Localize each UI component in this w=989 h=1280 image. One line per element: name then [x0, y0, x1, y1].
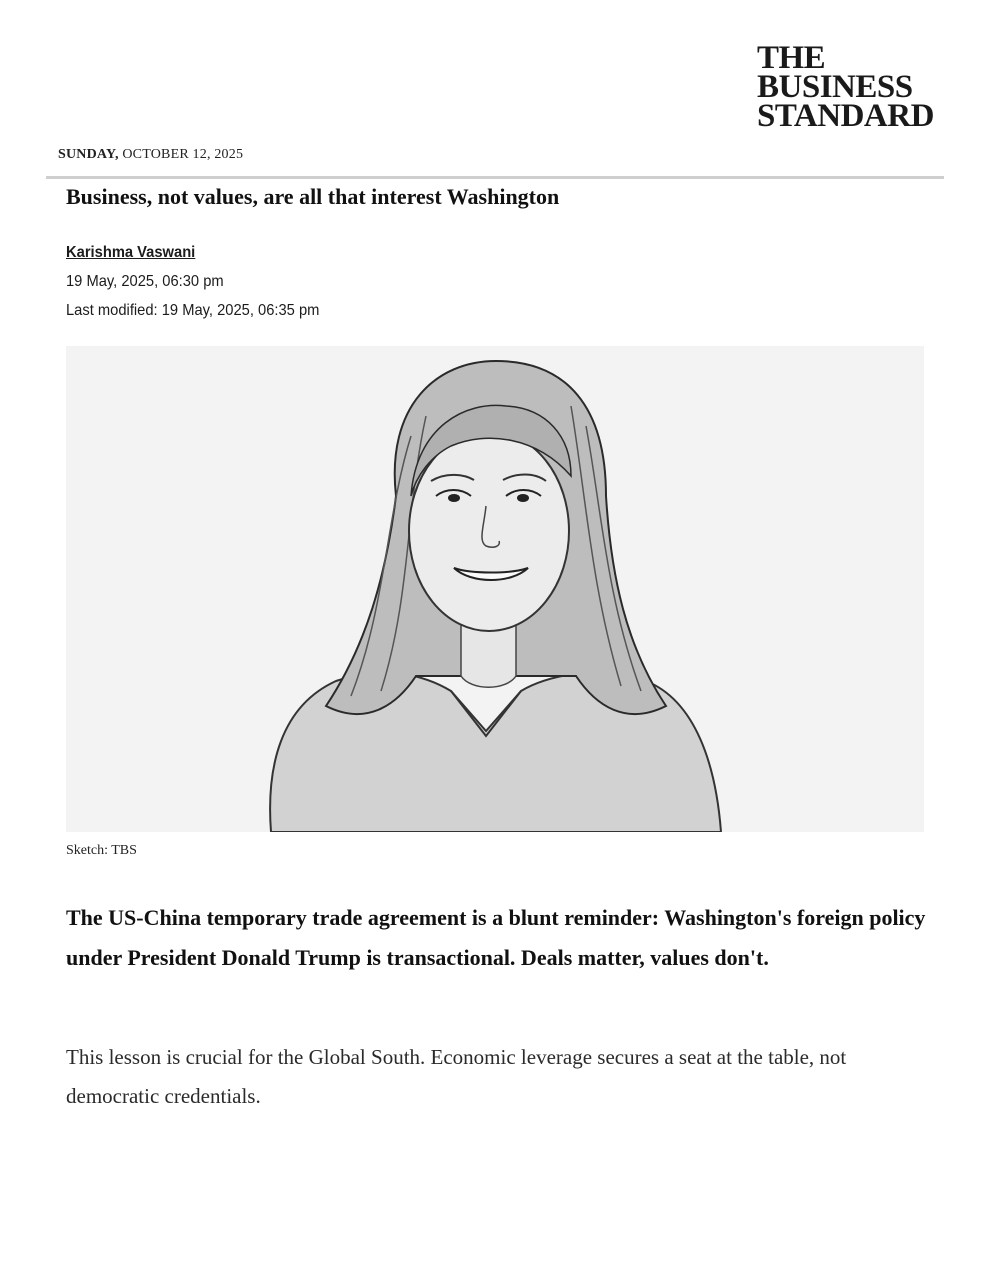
edition-date-text: OCTOBER 12, 2025 — [122, 147, 244, 162]
logo-line-3: STANDARD — [757, 98, 934, 134]
article-paragraph: This lesson is crucial for the Global South. Economic leverage secures a seat at the table, not democratic credentials. — [66, 1045, 847, 1108]
modified-time: Last modified: 19 May, 2025, 06:35 pm — [66, 302, 320, 319]
article-lede: The US-China temporary trade agreement is a blunt reminder: Washington's foreign policy under President Donald Trump is transactional. Deals matter, values don't. — [66, 905, 926, 970]
portrait-sketch — [66, 346, 924, 832]
article-meta — [66, 238, 319, 325]
logo-line-1: THE — [757, 40, 826, 76]
article-headline: Business, not values, are all that interest Washington — [66, 184, 560, 209]
header-divider — [46, 176, 944, 179]
author-sketch-image — [66, 346, 924, 832]
logo-line-2: BUSINESS — [757, 69, 913, 105]
edition-day: SUNDAY, — [58, 147, 119, 162]
author-link[interactable]: Karishma Vaswani — [66, 244, 196, 261]
publication-logo[interactable] — [757, 40, 947, 134]
image-caption: Sketch: TBS — [66, 843, 137, 858]
edition-date — [58, 147, 243, 163]
published-time: 19 May, 2025, 06:30 pm — [66, 273, 224, 290]
